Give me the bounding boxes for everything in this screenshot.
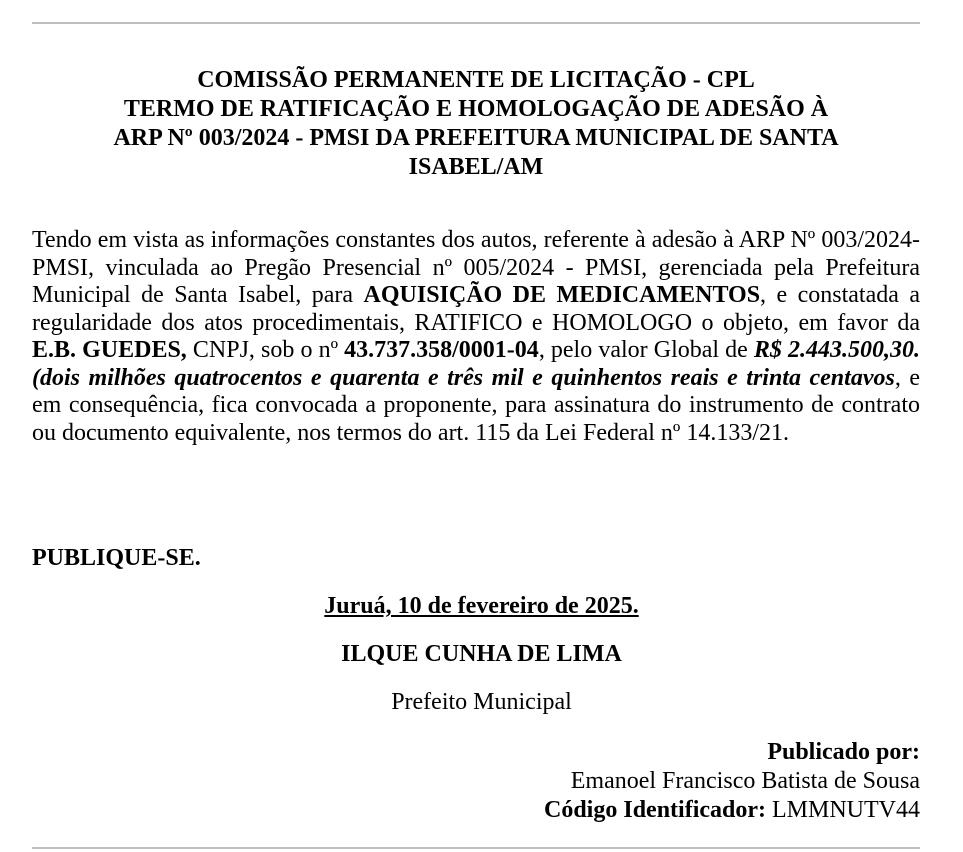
publique-se: PUBLIQUE-SE. [32, 545, 201, 571]
date-line: Juruá, 10 de fevereiro de 2025. [324, 593, 639, 619]
body-text-2: , e constatada a regularidade dos atos procedimentais, RATIFICO e HOMOLOGO o objeto, em favor da [32, 282, 921, 336]
identifier-code: LMMNUTV44 [772, 797, 920, 823]
title-line-3: ARP Nº 003/2024 - PMSI DA PREFEITURA MUNICIPAL DE SANTA [113, 125, 839, 151]
object-description: AQUISIÇÃO DE MEDICAMENTOS [363, 282, 761, 308]
publication-info [544, 738, 920, 825]
body-paragraph [32, 227, 920, 447]
publisher-name: Emanoel Francisco Batista de Sousa [570, 768, 920, 794]
document-title [60, 66, 892, 182]
body-text-3: CNPJ, sob o n [186, 337, 331, 363]
identifier-label: Código Identificador: [544, 797, 766, 823]
signer-name: ILQUE CUNHA DE LIMA [341, 641, 622, 667]
global-value: R$ 2.443.500,30. (dois milhões quatrocentos e quarenta e três mil e quinhentos reais e trinta centavos [32, 337, 921, 391]
identifier-line [544, 796, 920, 825]
signer-role: Prefeito Municipal [391, 689, 572, 715]
body-text-1: Tendo em vista as informações constantes dos autos, referente à adesão à ARP Nº 003/2024-PMSI, vinculada ao Pregão Presencial nº 005/2024 - PMSI, gerenciada pela Prefeitura Municipal de Santa Isabel, para [32, 227, 920, 308]
body-text-5: , e em consequência, fica convocada a proponente, para assinatura do instrumento de contrato ou documento equivalente, nos termos do art. 115 da Lei Federal nº 14.133/21. [32, 364, 920, 446]
title-line-1: COMISSÃO PERMANENTE DE LICITAÇÃO - CPL [197, 67, 755, 93]
cnpj-number: 43.737.358/0001-04 [344, 337, 539, 363]
body-text-4: , pelo valor Global de [538, 337, 754, 363]
bottom-divider [32, 847, 920, 849]
company-name: E.B. GUEDES, [32, 337, 187, 363]
top-divider [32, 22, 920, 24]
title-line-4: ISABEL/AM [408, 154, 544, 180]
ordinal-mark: º [330, 337, 339, 363]
published-by-label: Publicado por: [767, 739, 920, 765]
title-line-2: TERMO DE RATIFICAÇÃO E HOMOLOGAÇÃO DE ADESÃO À [123, 96, 829, 122]
